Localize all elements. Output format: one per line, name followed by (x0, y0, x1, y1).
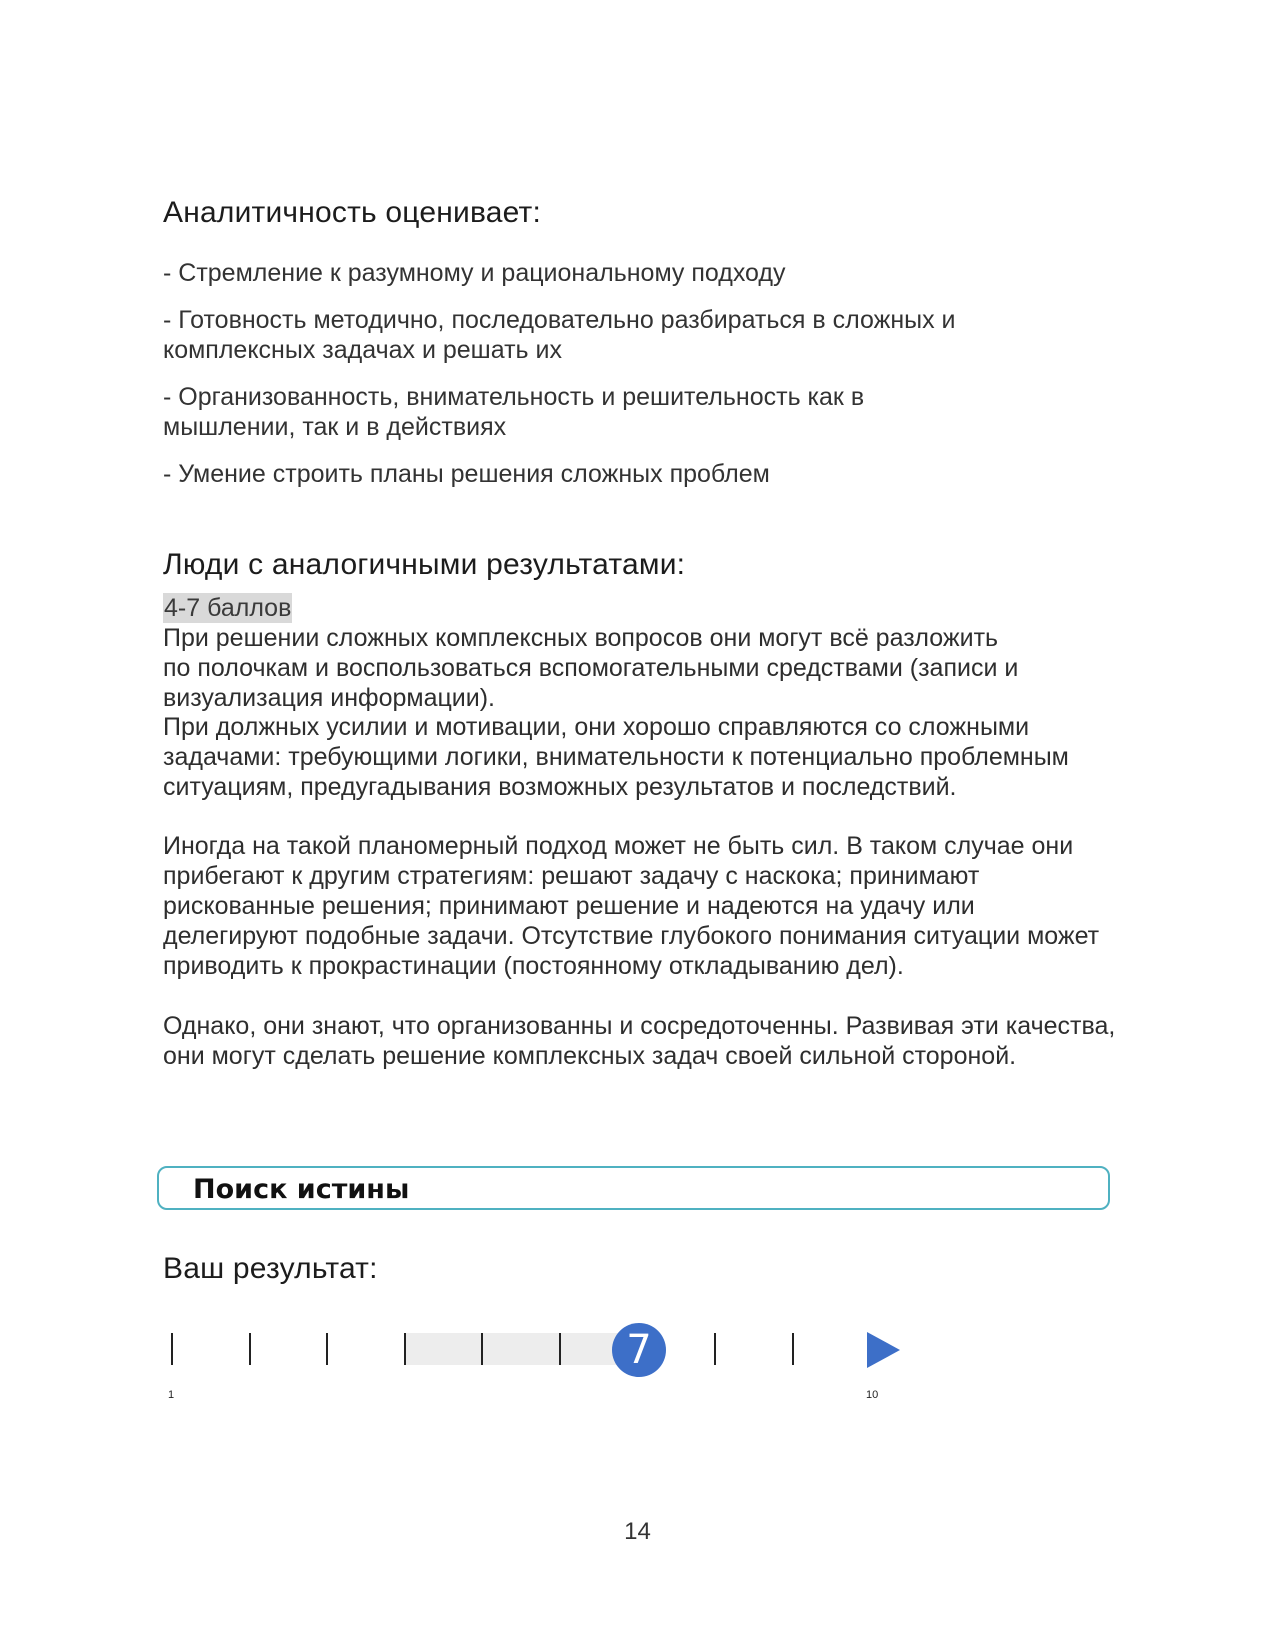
scale-end-arrow-icon (867, 1332, 900, 1368)
scale-tick (559, 1333, 561, 1365)
bullet-item: - Умение строить планы решения сложных проблем (163, 460, 770, 488)
scale-tick (714, 1333, 716, 1365)
paragraph: Иногда на такой планомерный подход может не быть сил. В таком случае они прибегают к другим стратегиям: решают задачу с наскока; принимают рискованные решения; принимают решение и надеются на удачу или делегируют подобные задачи. Отсутствие глубокого понимания ситуации может приводить к прокрастинации (постоянному откладыванию дел). (163, 832, 1100, 980)
score-marker: 7 (612, 1323, 666, 1377)
result-heading: Ваш результат: (163, 1252, 378, 1285)
scale-max-label: 10 (866, 1389, 879, 1401)
paragraph: При решении сложных комплексных вопросов они могут всё разложить по полочкам и воспользоваться вспомогательными средствами (записи и визуализация информации). (163, 624, 1019, 712)
section-card (157, 1166, 1110, 1210)
bullet-item: - Стремление к разумному и рациональному подходу (163, 259, 786, 287)
scale-tick (792, 1333, 794, 1365)
bullet-item: - Организованность, внимательность и решительность как в мышлении, так и в действиях (163, 383, 865, 441)
analytic-heading: Аналитичность оценивает: (163, 196, 541, 229)
paragraph: Однако, они знают, что организованны и сосредоточенны. Развивая эти качества, они могут сделать решение комплексных задач своей сильной стороной. (163, 1012, 1116, 1070)
similar-heading: Люди с аналогичными результатами: (163, 548, 686, 581)
score-range-band (405, 1333, 630, 1365)
scale-tick (326, 1333, 328, 1365)
scale-tick (249, 1333, 251, 1365)
paragraph: При должных усилии и мотивации, они хорошо справляются со сложными задачами: требующими логики, внимательности к потенциально проблемным ситуациям, предугадывания возможных результатов и последствий. (163, 713, 1069, 801)
score-range-badge: 4-7 баллов (164, 594, 292, 622)
scale-tick (171, 1333, 173, 1365)
bullet-item: - Готовность методично, последовательно разбираться в сложных и комплексных задачах и решать их (163, 306, 956, 364)
scale-tick (481, 1333, 483, 1365)
scale-tick (404, 1333, 406, 1365)
page-number: 14 (624, 1518, 651, 1545)
scale-min-label: 1 (168, 1389, 175, 1401)
section-card-title: Поиск истины (193, 1174, 410, 1205)
